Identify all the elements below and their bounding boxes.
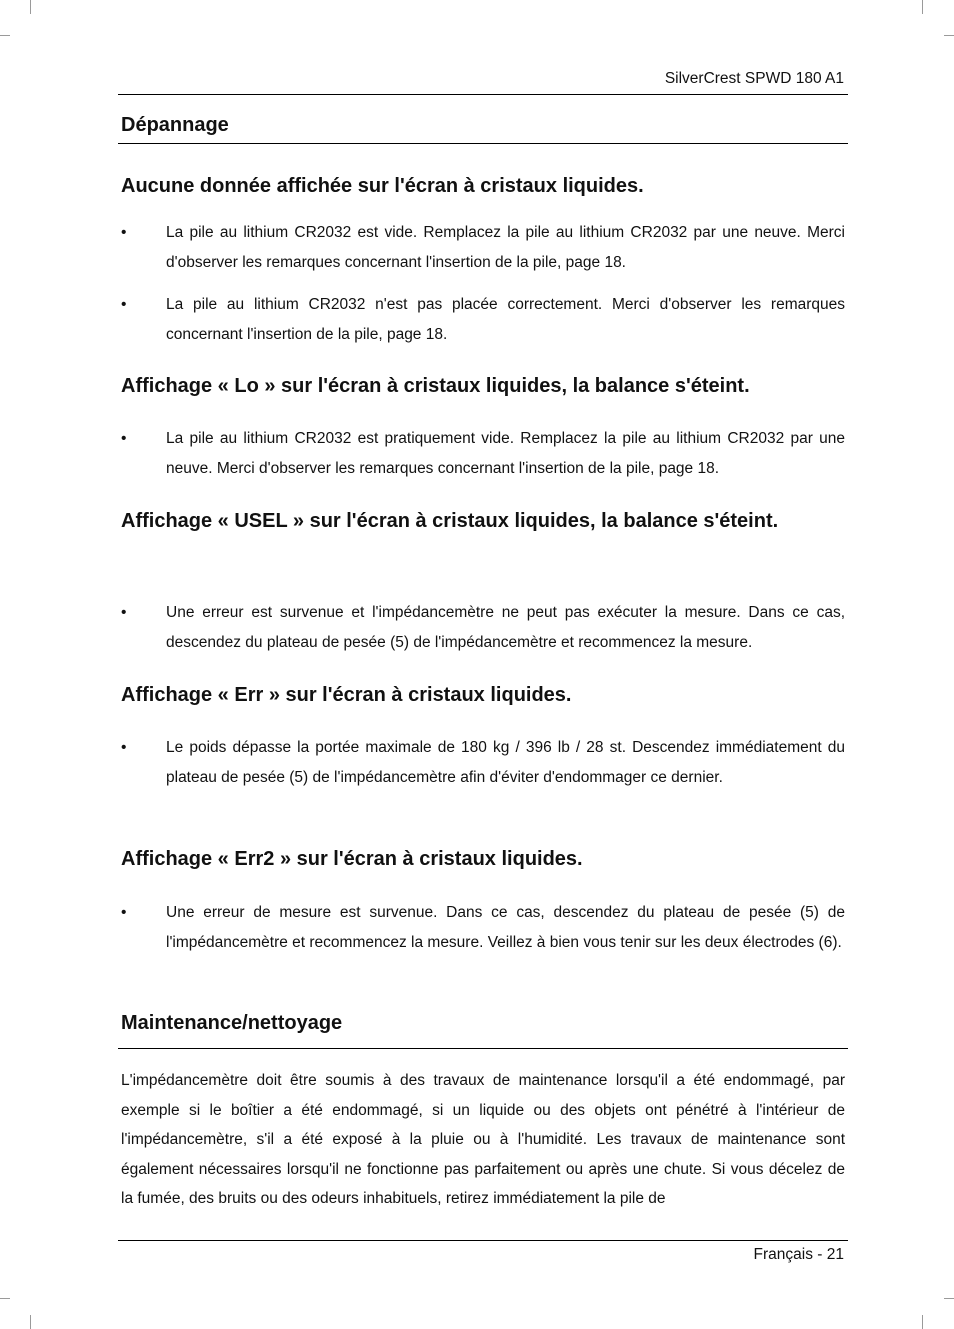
header-rule: [118, 94, 848, 95]
list-item-text: Une erreur de mesure est survenue. Dans ce cas, descendez du plateau de pesée (5) de l'impédancemètre et recommencez la mesure. Veillez à bien vous tenir sur les deux électrodes (6).: [166, 904, 845, 951]
list-item: [121, 218, 845, 277]
issue-title: Affichage « Err2 » sur l'écran à cristaux liquides.: [121, 848, 583, 870]
issue-title: Affichage « USEL » sur l'écran à cristaux liquides, la balance s'éteint.: [121, 510, 779, 532]
crop-mark: [30, 1315, 31, 1329]
section-title: Dépannage: [121, 114, 229, 136]
list-item-text: La pile au lithium CR2032 n'est pas placée correctement. Merci d'observer les remarques concernant l'insertion de la pile, page 18.: [166, 296, 845, 343]
footer-rule: [118, 1240, 848, 1241]
list-item-text: Une erreur est survenue et l'impédancemètre ne peut pas exécuter la mesure. Dans ce cas, descendez du plateau de pesée (5) de l'impédancemètre et recommencez la mesure.: [166, 604, 845, 651]
bullet-icon: •: [121, 430, 127, 447]
crop-mark: [0, 1298, 10, 1299]
issue-title: Affichage « Err » sur l'écran à cristaux liquides.: [121, 684, 572, 706]
page-header-product: SilverCrest SPWD 180 A1: [664, 70, 844, 87]
list-item: [121, 898, 845, 957]
bullet-icon: •: [121, 296, 127, 313]
issue-title: Affichage « Lo » sur l'écran à cristaux liquides, la balance s'éteint.: [121, 375, 750, 397]
list-item: [121, 290, 845, 349]
page-number: Français - 21: [753, 1246, 844, 1263]
maintenance-title: Maintenance/nettoyage: [121, 1012, 343, 1034]
maintenance-paragraph: L'impédancemètre doit être soumis à des travaux de maintenance lorsqu'il a été endommagé, par exemple si le boîtier a été endommagé, si un liquide ou des objets ont pénétré à l'intérieur de l'impédancemètre, s'il a été exposé à la pluie ou à l'humidité. Les travaux de maintenance sont également nécessaires lorsqu'il ne fonctionne pas parfaitement ou après une chute. Si vous décelez de la fumée, des bruits ou des odeurs inhabituels, retirez immédiatement la pile de: [121, 1072, 845, 1207]
list-item-text: La pile au lithium CR2032 est pratiquement vide. Remplacez la pile au lithium CR2032 par une neuve. Merci d'observer les remarques concernant l'insertion de la pile, page 18.: [166, 430, 845, 477]
bullet-icon: •: [121, 904, 127, 921]
list-item: [121, 598, 845, 657]
bullet-icon: •: [121, 224, 127, 241]
bullet-icon: •: [121, 604, 127, 621]
issue-title: Aucune donnée affichée sur l'écran à cristaux liquides.: [121, 175, 644, 197]
bullet-icon: •: [121, 739, 127, 756]
list-item-text: Le poids dépasse la portée maximale de 180 kg / 396 lb / 28 st. Descendez immédiatement du plateau de pesée (5) de l'impédancemètre afin d'éviter d'endommager ce dernier.: [166, 739, 845, 786]
list-item: [121, 733, 845, 792]
crop-mark: [922, 1315, 923, 1329]
crop-mark: [944, 1298, 954, 1299]
crop-mark: [922, 0, 923, 14]
section-rule: [118, 143, 848, 144]
crop-mark: [0, 35, 10, 36]
crop-mark: [30, 0, 31, 14]
maintenance-rule: [118, 1048, 848, 1049]
list-item: [121, 424, 845, 483]
list-item-text: La pile au lithium CR2032 est vide. Remplacez la pile au lithium CR2032 par une neuve. Merci d'observer les remarques concernant l'insertion de la pile, page 18.: [166, 224, 845, 271]
crop-mark: [944, 35, 954, 36]
